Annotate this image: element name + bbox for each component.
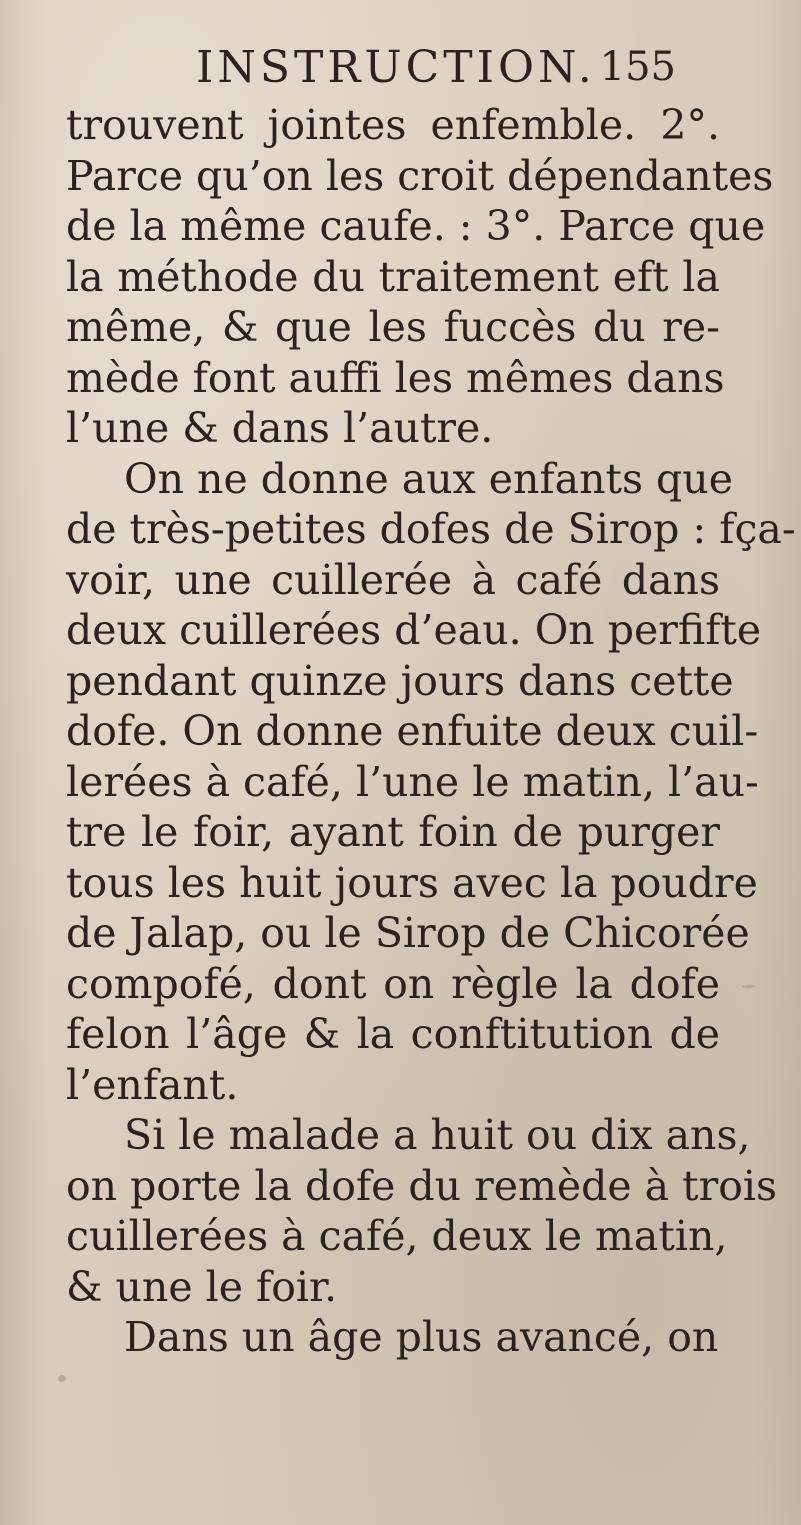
body-text [66, 100, 796, 1363]
text-line: Parce qu’on les croit dépendantes [66, 151, 774, 200]
text-line: cuillerées à café, deux le matin, [66, 1212, 728, 1260]
text-line: voir, une cuillerée à café dans [66, 555, 720, 604]
paragraph-end-line: l’enfant. [66, 1060, 239, 1109]
text-line: on porte la dofe du remède à trois [66, 1161, 778, 1210]
text-line: felon l’âge & la conftitution de [66, 1010, 720, 1058]
text-line: deux cuillerées d’eau. On perfifte [66, 606, 762, 654]
text-line: mède font auffi les mêmes dans [66, 353, 725, 402]
paragraph-start-line: Si le malade a huit ou dix ans, [124, 1111, 751, 1159]
page-number: 155 [599, 44, 676, 90]
text-line: pendant quinze jours dans cette [66, 656, 734, 705]
running-head: INSTRUCTION. [196, 42, 596, 93]
paragraph-start-line: On ne donne aux enfants que [124, 454, 733, 503]
paragraph-end-line: l’une & dans l’autre. [66, 404, 494, 452]
paragraph-start-line: Dans un âge plus avancé, on [124, 1313, 719, 1361]
text-line: de Jalap, ou le Sirop de Chicorée [66, 909, 750, 957]
text-line: tous les huit jours avec la poudre [66, 858, 758, 907]
text-line: dofe. On donne enfuite deux cuil- [66, 707, 759, 755]
text-line: lerées à café, l’une le matin, l’au- [66, 757, 759, 806]
paragraph-end-line: & une le foir. [66, 1262, 338, 1311]
text-line: trouvent jointes enfemble. 2°. [66, 101, 720, 149]
text-line: de très-petites dofes de Sirop : fça- [66, 505, 796, 553]
paper-blemish [58, 1375, 66, 1382]
text-line: tre le foir, ayant foin de purger [66, 808, 720, 856]
text-line: de la même caufe. : 3°. Parce que [66, 202, 766, 250]
text-line: la méthode du traitement eft la [66, 252, 720, 301]
text-line: compofé, dont on règle la dofe [66, 959, 720, 1008]
page-header [196, 42, 676, 102]
paper-blemish [742, 985, 756, 988]
text-line: même, & que les fuccès du re- [66, 303, 720, 351]
